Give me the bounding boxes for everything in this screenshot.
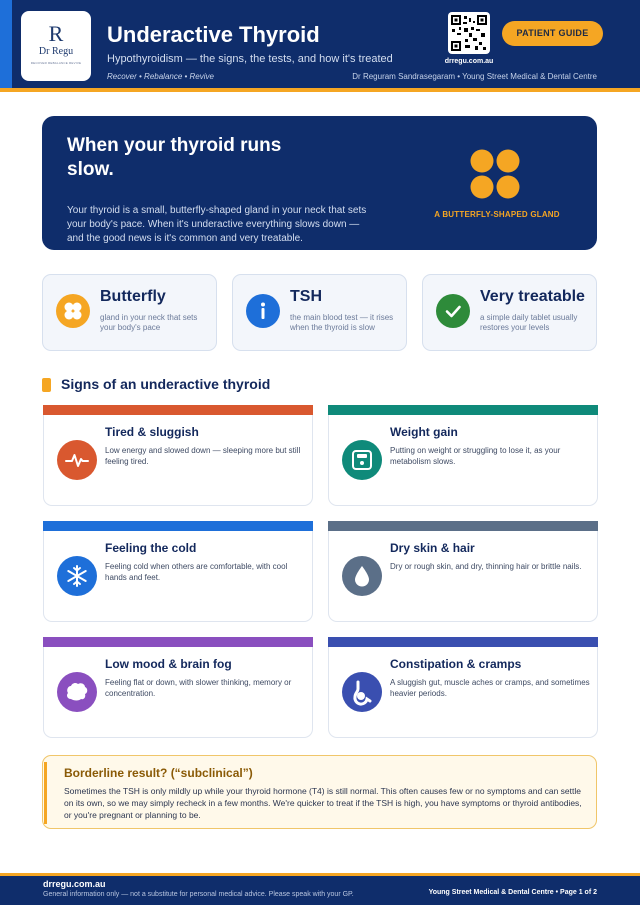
qr-code-icon[interactable] <box>448 12 490 54</box>
sign-description: Feeling flat or down, with slower thinking, memory or concentration. <box>105 678 292 698</box>
sign-card-cold <box>43 521 313 622</box>
scale-icon <box>342 440 382 480</box>
droplet-icon <box>342 556 382 596</box>
sign-description: Low energy and slowed down — sleeping more but still feeling tired. <box>105 446 301 466</box>
stat-card-butterfly <box>42 274 217 351</box>
hero-caption: A BUTTERFLY-SHAPED GLAND <box>434 210 560 219</box>
page-title: Underactive Thyroid <box>107 22 320 47</box>
brain-icon <box>57 672 97 712</box>
sign-card-tired <box>43 405 313 506</box>
sign-card-mood <box>43 637 313 738</box>
stat-title: TSH <box>290 288 322 305</box>
footer-page-info: Young Street Medical & Dental Centre • Page 1 of 2 <box>428 889 597 896</box>
footer-disclaimer: General information only — not a substitute for personal medical advice. Please speak with your GP. <box>43 891 354 898</box>
header-divider <box>0 88 640 92</box>
stomach-icon <box>342 672 382 712</box>
snowflake-icon <box>57 556 97 596</box>
author-line: Dr Reguram Sandrasegaram • Young Street Medical & Dental Centre <box>352 72 597 81</box>
stat-card-tsh <box>232 274 407 351</box>
sign-title: Low mood & brain fog <box>105 657 232 671</box>
logo-name: Dr Regu <box>38 46 74 57</box>
logo-monogram: R <box>48 21 64 46</box>
sign-title: Feeling the cold <box>105 541 197 555</box>
callout-title: Borderline result? (“subclinical”) <box>64 766 253 780</box>
footer-url[interactable]: drregu.com.au <box>43 879 106 889</box>
sign-title: Weight gain <box>390 425 458 439</box>
stat-description: a simple daily tablet usually restores your levels <box>480 313 578 332</box>
section-title: Signs of an underactive thyroid <box>61 376 271 392</box>
sign-card-accent <box>328 637 598 647</box>
hero-panel <box>42 116 597 250</box>
sign-card-weight <box>328 405 598 506</box>
header-banner <box>0 0 640 92</box>
sign-card-accent <box>43 405 313 415</box>
sign-title: Tired & sluggish <box>105 425 199 439</box>
hero-body: Your thyroid is a small, butterfly-shaped gland in your neck that sets your body's pace. When it's underactive everything slows down — and the good news is it's common and very treatable. <box>67 205 367 244</box>
footer <box>0 873 640 905</box>
callout-body: Sometimes the TSH is only mildly up while your thyroid hormone (T4) is still normal. This often causes few or no symptoms and can settle on its own, so we may simply recheck in a few months. We're quicker to treat if the TSH is high, you have symptoms or thyroid antibodies, or you're pregnant or planning to be. <box>64 786 582 820</box>
sign-card-constipation <box>328 637 598 738</box>
sign-title: Dry skin & hair <box>390 541 475 555</box>
page-subtitle: Hypothyroidism — the signs, the tests, and how it's treated <box>107 53 393 65</box>
stat-description: gland in your neck that sets your body's pace <box>100 313 198 332</box>
info-icon <box>246 294 280 328</box>
borderline-callout <box>42 755 597 829</box>
sign-card-dry-skin <box>328 521 598 622</box>
footer-divider <box>0 873 640 876</box>
sign-description: A sluggish gut, muscle aches or cramps, and sometimes heavier periods. <box>390 678 590 698</box>
section-marker <box>42 378 51 392</box>
stat-title: Very treatable <box>480 288 585 305</box>
sign-card-accent <box>328 405 598 415</box>
stat-card-treatable <box>422 274 597 351</box>
stat-title: Butterfly <box>100 288 166 305</box>
sign-title: Constipation & cramps <box>390 657 522 671</box>
header-accent-strip <box>0 0 12 92</box>
sign-description: Putting on weight or struggling to lose it, as your metabolism slows. <box>390 446 561 466</box>
butterfly-icon <box>56 294 90 328</box>
butterfly-gland-icon <box>470 148 522 200</box>
sign-card-accent <box>328 521 598 531</box>
sign-card-accent <box>43 637 313 647</box>
hero-title: When your thyroid runs slow. <box>67 135 282 180</box>
qr-url: drregu.com.au <box>444 58 494 65</box>
patient-guide-button[interactable]: PATIENT GUIDE <box>502 21 603 46</box>
sign-description: Dry or rough skin, and dry, thinning hair or brittle nails. <box>390 562 582 571</box>
logo <box>21 11 91 81</box>
check-icon <box>436 294 470 328</box>
sign-description: Feeling cold when others are comfortable, with cool hands and feet. <box>105 562 288 582</box>
sign-card-accent <box>43 521 313 531</box>
logo-subtext: RECOVER REBALANCE REVIVE <box>30 61 82 65</box>
heartbeat-icon <box>57 440 97 480</box>
stat-description: the main blood test — it rises when the thyroid is slow <box>290 313 394 332</box>
callout-accent <box>44 762 47 824</box>
tagline: Recover • Rebalance • Revive <box>107 72 214 81</box>
